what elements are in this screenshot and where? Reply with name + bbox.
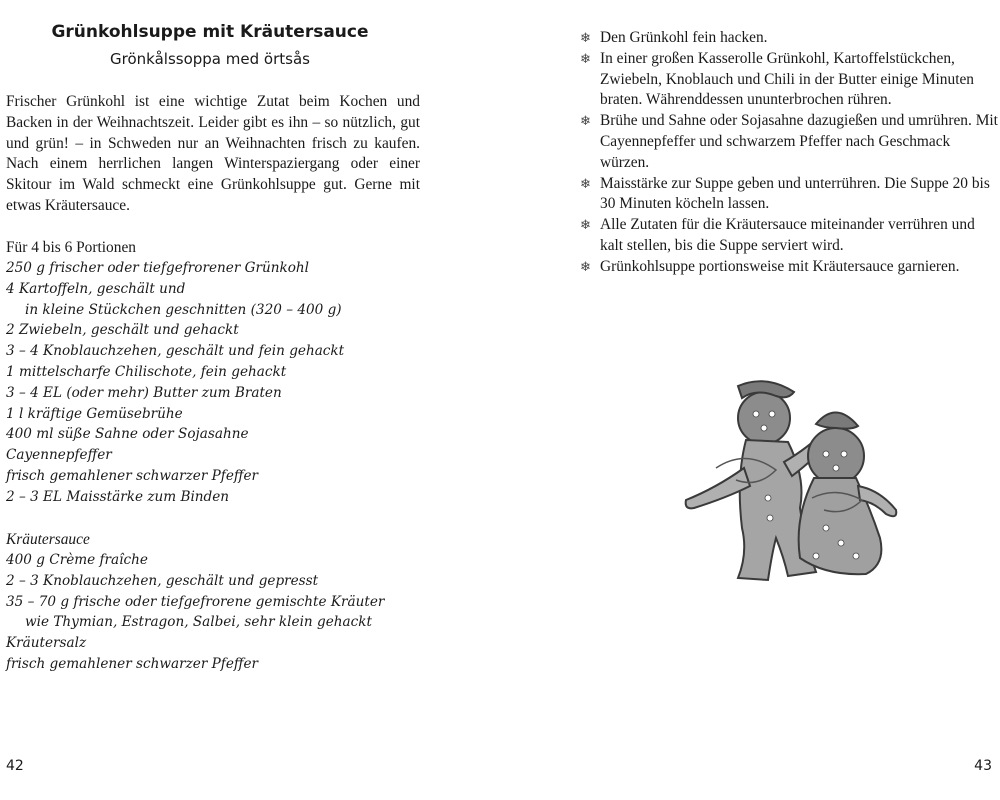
instruction-step	[580, 174, 1000, 216]
ingredient-item: 1 l kräftige Gemüsebrühe	[6, 405, 183, 422]
portions-line: Für 4 bis 6 Portionen	[6, 239, 136, 256]
instruction-text: Maisstärke zur Suppe geben und unterrühren. Die Suppe 20 bis 30 Minuten köcheln lassen.	[600, 174, 990, 213]
ingredient-item: 3 – 4 Knoblauchzehen, geschält und fein gehackt	[6, 343, 345, 360]
intro-paragraph: Frischer Grünkohl ist eine wichtige Zutat beim Kochen und Backen in der Weihnachtszeit. Leider gibt es ihn – so nützlich, gut und grün! – in Schweden nur an Weihnachten frisch zu kaufen. Nach einem herrlichen langen Winterspaziergang oder einer Skitour im Wald schmeckt eine Grünkohlsuppe gut. Gerne mit etwas Kräutersauce.	[6, 93, 420, 214]
snowflake-bullet-icon: ❄	[580, 50, 591, 66]
page-number-left: 42	[6, 758, 24, 774]
herb-sauce-heading: Kräutersauce	[6, 531, 90, 548]
gingerbread-woman-right	[799, 412, 897, 574]
instruction-step	[580, 215, 1000, 257]
instruction-text: Grünkohlsuppe portionsweise mit Kräutersauce garnieren.	[600, 257, 960, 275]
ingredient-item: 2 Zwiebeln, geschält und gehackt	[6, 322, 239, 339]
herb-ingredient-item: 400 g Crème fraîche	[6, 552, 148, 568]
instruction-text: Alle Zutaten für die Kräutersauce miteinander verrühren und kalt stellen, bis die Suppe serviert wird.	[600, 216, 975, 254]
ingredient-item: Cayennepfeffer	[6, 447, 112, 464]
snowflake-bullet-icon: ❄	[580, 217, 591, 233]
recipe-title: Grünkohlsuppe mit Kräutersauce	[51, 22, 369, 42]
instruction-step	[580, 28, 1000, 49]
ingredient-item: frisch gemahlener schwarzer Pfeffer	[6, 467, 259, 484]
instruction-step	[580, 257, 1000, 278]
left-page	[0, 0, 470, 800]
herb-ingredient-list	[6, 550, 384, 675]
instruction-step	[580, 111, 1000, 173]
snowflake-bullet-icon: ❄	[580, 30, 591, 45]
instruction-text: In einer großen Kasserolle Grünkohl, Kartoffelstückchen, Zwiebeln, Knoblauch und Chili in der Butter einige Minuten braten. Währenddessen ununterbrochen rühren.	[600, 49, 975, 109]
ingredient-item: 1 mittelscharfe Chilischote, fein gehackt	[6, 363, 287, 380]
herb-ingredient-item: frisch gemahlener schwarzer Pfeffer	[6, 655, 259, 672]
ingredient-item: 400 ml süße Sahne oder Sojasahne	[6, 426, 249, 443]
ingredient-item: 4 Kartoffeln, geschält und	[6, 280, 186, 297]
ingredient-item: 2 – 3 EL Maisstärke zum Binden	[6, 488, 230, 505]
recipe-subtitle: Grönkålssoppa med örtsås	[110, 50, 310, 68]
snowflake-bullet-icon: ❄	[580, 175, 591, 191]
instruction-list	[580, 28, 1000, 278]
herb-ingredient-item: 2 – 3 Knoblauchzehen, geschält und gepresst	[6, 572, 319, 589]
ingredient-item: 250 g frischer oder tiefgefrorener Grünkohl	[6, 260, 310, 276]
herb-ingredient-item: wie Thymian, Estragon, Salbei, sehr klein gehackt	[25, 614, 372, 631]
gingerbread-figures-illustration	[676, 378, 906, 598]
page-number-right: 43	[974, 758, 992, 774]
ingredient-list	[6, 258, 344, 508]
instruction-step	[580, 49, 1000, 111]
herb-ingredient-item: 35 – 70 g frische oder tiefgefrorene gemischte Kräuter	[6, 593, 385, 610]
ingredient-item: 3 – 4 EL (oder mehr) Butter zum Braten	[6, 384, 282, 401]
instruction-text: Brühe und Sahne oder Sojasahne dazugießen und umrühren. Mit Cayennepfeffer und schwarzem Pfeffer nach Geschmack würzen.	[600, 112, 998, 171]
herb-ingredient-item: Kräutersalz	[6, 635, 87, 652]
snowflake-bullet-icon: ❄	[580, 258, 591, 274]
instruction-text: Den Grünkohl fein hacken.	[600, 29, 768, 46]
ingredient-item: in kleine Stückchen geschnitten (320 – 400 g)	[25, 301, 342, 318]
snowflake-bullet-icon: ❄	[580, 113, 591, 129]
